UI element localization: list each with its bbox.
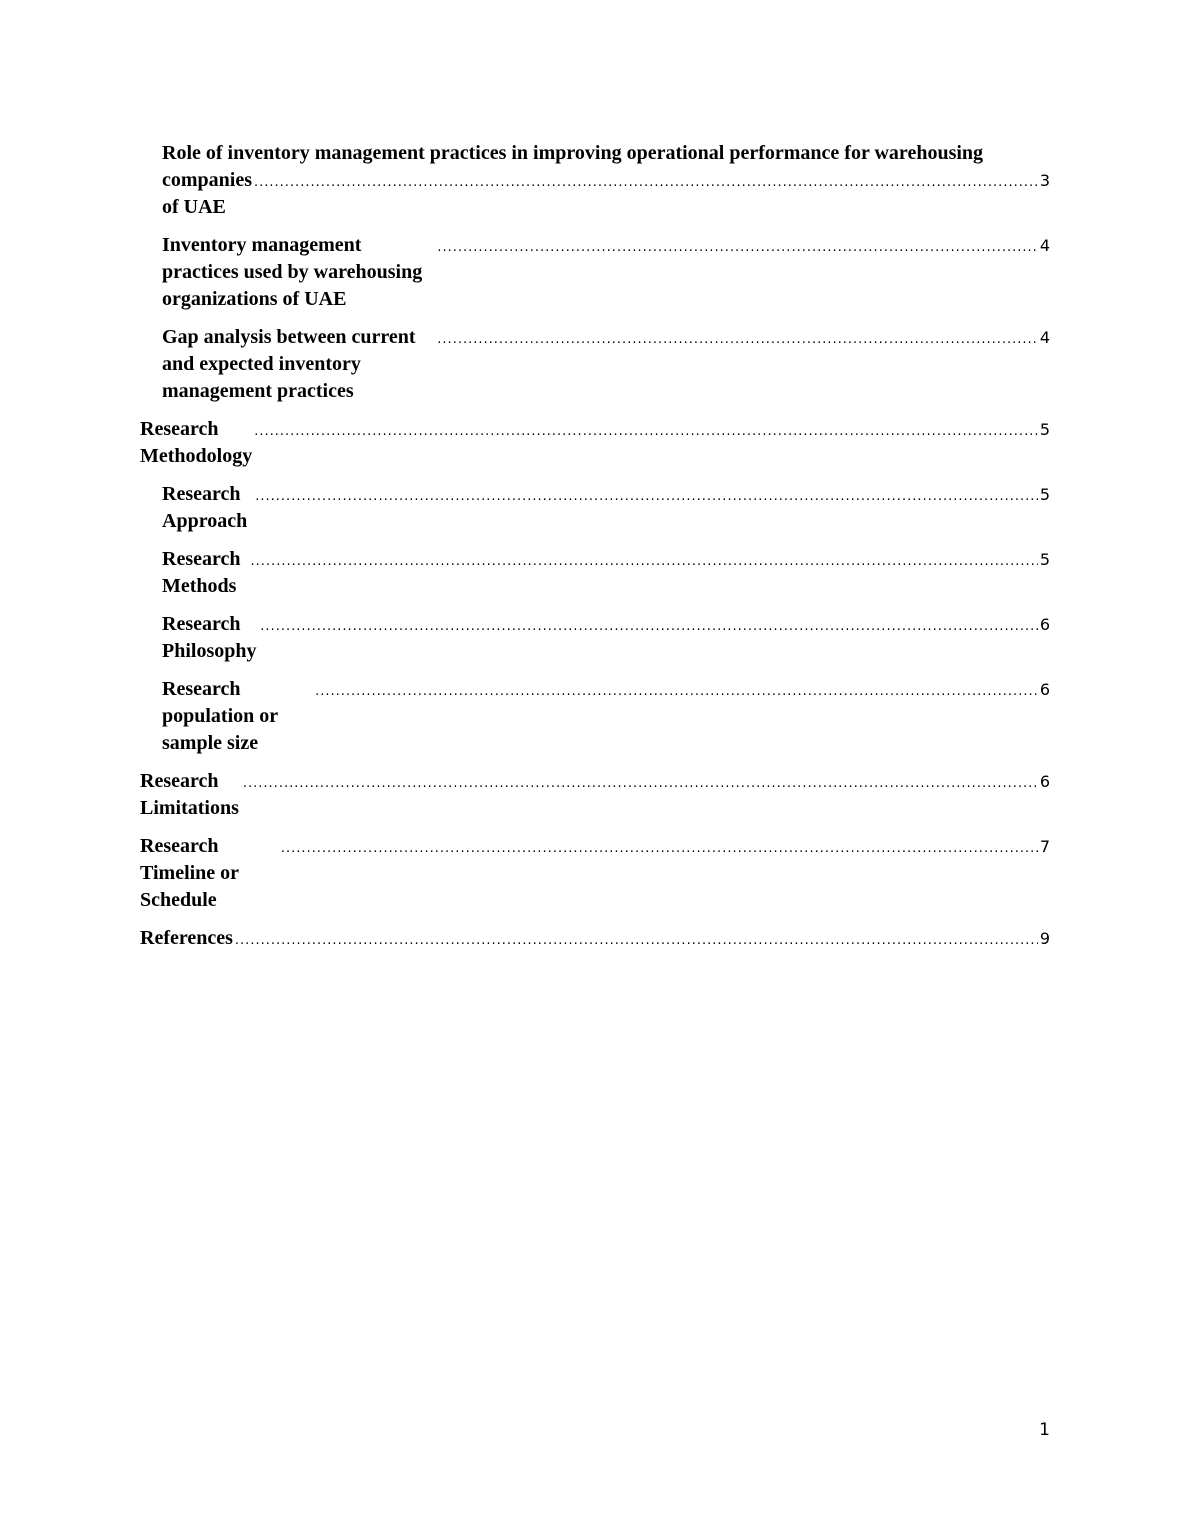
- toc-entry-gap-analysis[interactable]: [140, 324, 1050, 405]
- toc-entry-title: Role of inventory management practices in improving operational performance for warehousing: [162, 142, 984, 164]
- toc-dot-leader: [315, 678, 1038, 705]
- toc-dot-leader: [437, 326, 1038, 353]
- toc-page-number: 3: [1039, 171, 1050, 190]
- toc-entry-title-continued: companies of UAE: [162, 169, 252, 218]
- toc-entry-research-approach[interactable]: [140, 481, 1050, 535]
- toc-entry-title: Research Methodology: [140, 418, 253, 467]
- toc-dot-leader: [254, 418, 1038, 445]
- toc-page-number: 5: [1039, 420, 1050, 439]
- toc-page-number: 6: [1039, 615, 1050, 634]
- toc-page-number: 6: [1039, 772, 1050, 791]
- toc-entry-title: Research Approach: [162, 483, 248, 532]
- toc-dot-leader: [243, 770, 1038, 797]
- toc-entry-inventory-practices-used[interactable]: [140, 232, 1050, 313]
- toc-page-number: 5: [1039, 550, 1050, 569]
- toc-page-number: 4: [1039, 236, 1050, 255]
- toc-page-number: 4: [1039, 328, 1050, 347]
- toc-entry-references[interactable]: [140, 925, 1050, 954]
- toc-entry-title: Research population or sample size: [162, 678, 278, 754]
- page-number: 1: [1039, 1420, 1050, 1440]
- toc-entry-research-methodology[interactable]: [140, 416, 1050, 470]
- toc-entry-research-limitations[interactable]: [140, 768, 1050, 822]
- toc-entry-title: Research Limitations: [140, 770, 239, 819]
- toc-entry-research-timeline[interactable]: [140, 833, 1050, 914]
- toc-entry-title: Inventory management practices used by warehousing organizations of UAE: [162, 234, 423, 310]
- toc-dot-leader: [255, 483, 1038, 510]
- toc-page-number: 9: [1039, 929, 1050, 948]
- toc-entry-role-of-inventory-management[interactable]: [140, 140, 1050, 221]
- toc-entry-title: References: [140, 927, 233, 949]
- toc-dot-leader: [281, 835, 1038, 862]
- toc-dot-leader: [437, 234, 1038, 261]
- toc-entry-title: Research Philosophy: [162, 613, 257, 662]
- toc-entry-research-methods[interactable]: [140, 546, 1050, 600]
- toc-dot-leader: [235, 927, 1038, 954]
- toc-page-number: 7: [1039, 837, 1050, 856]
- toc-entry-title: Research Methods: [162, 548, 241, 597]
- toc-entry-research-philosophy[interactable]: [140, 611, 1050, 665]
- toc-dot-leader: [251, 548, 1038, 575]
- toc-entry-title: Research Timeline or Schedule: [140, 835, 239, 911]
- toc-entry-title: Gap analysis between current and expected inventory management practices: [162, 326, 416, 402]
- toc-page-number: 6: [1039, 680, 1050, 699]
- toc-dot-leader: [260, 613, 1038, 640]
- toc-page-number: 5: [1039, 485, 1050, 504]
- toc-dot-leader: [254, 169, 1038, 196]
- table-of-contents: [140, 140, 1050, 965]
- toc-entry-research-population[interactable]: [140, 676, 1050, 757]
